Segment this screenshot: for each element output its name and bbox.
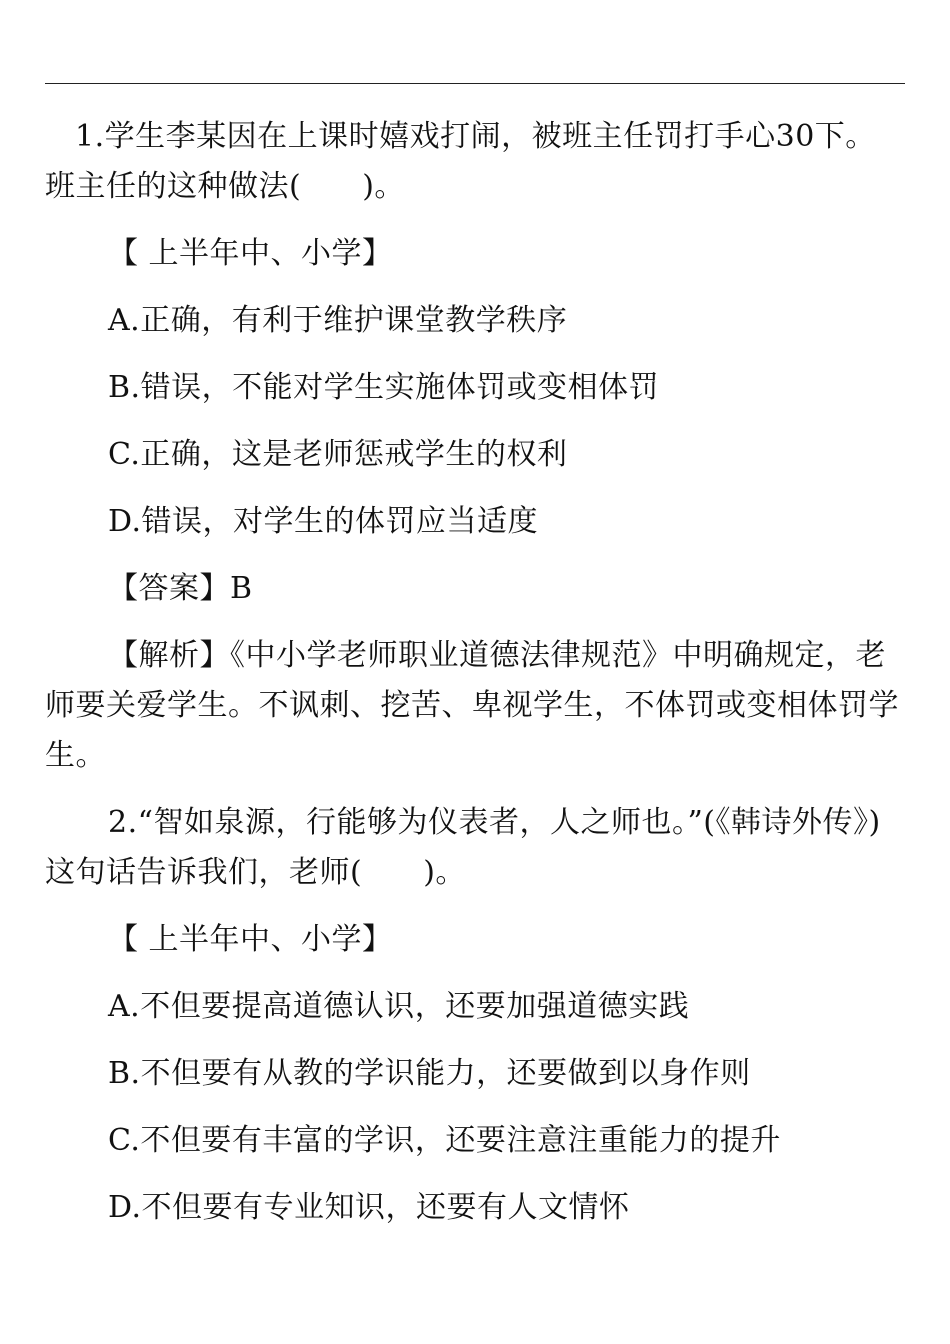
question-2-option-b: B.不但要有从教的学识能力，还要做到以身作则 <box>108 1056 751 1091</box>
question-2-option-d: D.不但要有专业知识，还要有人文情怀 <box>108 1190 630 1225</box>
question-1-analysis: 【解析】《中小学老师职业道德法律规范》中明确规定，老师要关爱学生。不讽刺、挖苦、卑视学生，不体罚或变相体罚学生。 <box>45 638 899 773</box>
question-1-option-c: C.正确，这是老师惩戒学生的权利 <box>108 437 568 472</box>
question-2-source: 【 上半年中、小学】 <box>108 922 393 957</box>
header-rule <box>45 83 905 84</box>
question-1-option-d: D.错误，对学生的体罚应当适度 <box>108 504 539 539</box>
question-2-option-c: C.不但要有丰富的学识，还要注意注重能力的提升 <box>108 1123 781 1158</box>
question-1-answer: 【答案】B <box>108 571 253 606</box>
question-1-option-a: A.正确，有利于维护课堂教学秩序 <box>108 303 568 338</box>
question-1-stem: 1.学生李某因在上课时嬉戏打闹，被班主任罚打手心30下。班主任的这种做法( )。 <box>45 119 876 204</box>
document-body <box>45 112 905 1250</box>
question-2-option-a: A.不但要提高道德认识，还要加强道德实践 <box>108 989 690 1024</box>
question-1-option-b: B.错误，不能对学生实施体罚或变相体罚 <box>108 370 660 405</box>
question-1-source: 【 上半年中、小学】 <box>108 236 393 271</box>
question-2-stem: 2.“智如泉源，行能够为仪表者，人之师也。”(《韩诗外传》)这句话告诉我们，老师( )。 <box>45 805 881 890</box>
